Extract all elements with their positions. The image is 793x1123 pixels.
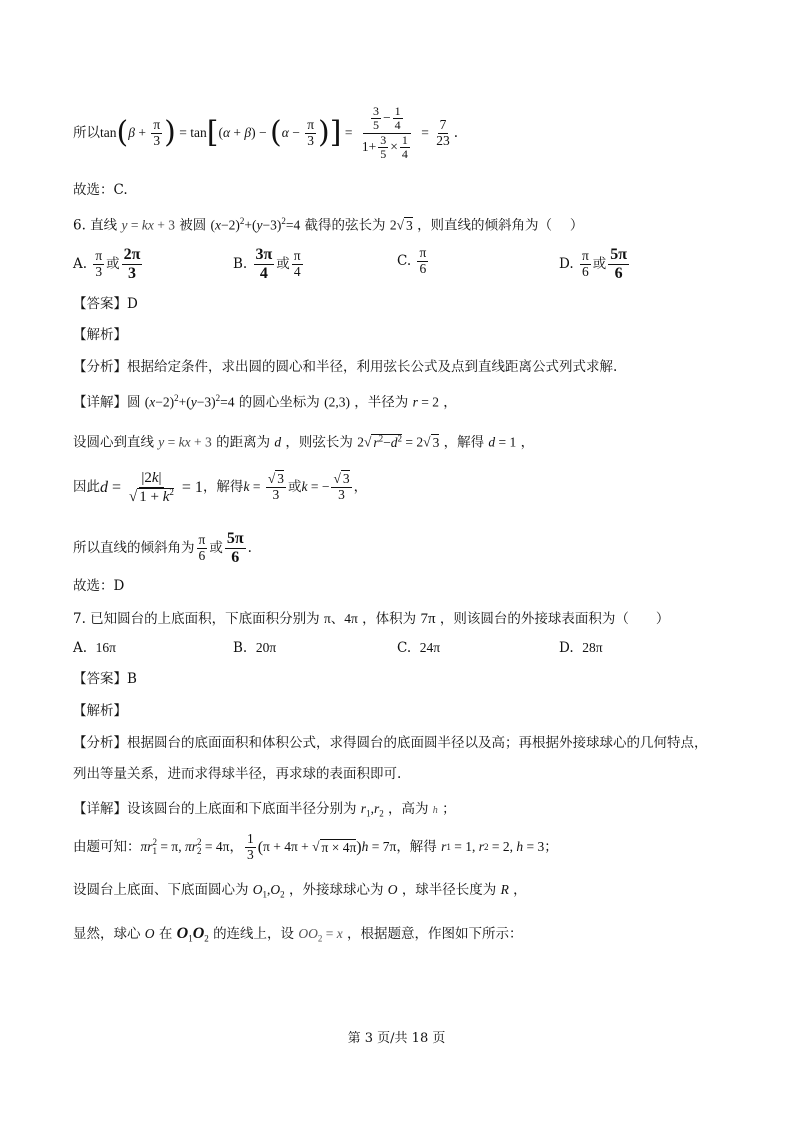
q7-option-b[interactable]: B. 20π (233, 640, 277, 656)
page-footer: 第 3 页/共 18 页 (347, 1031, 446, 1046)
q7-option-d[interactable]: D. 28π (559, 640, 603, 656)
q7-option-a[interactable]: A. 16π (73, 640, 116, 656)
q7-xiangjie-4: 显然，球心 O 在 $O_1O_2$ 的连线上，设 $OO_2 = x$ ，根据题意，作图如下所示： (73, 925, 523, 944)
q6-option-c[interactable]: C. $\frac{\pi}{6}$ (397, 245, 427, 276)
q6-xiangjie-3: 因此 d = $\frac{|2k|}{√ 1 + k^2}$ = 1 ，解得 k = $\frac{√ 3}{3}$ 或 k = − $\frac{√ 3}{3}$ ， (73, 470, 368, 505)
q6-answer: 【答案】D (73, 296, 138, 312)
q6-option-b[interactable]: B. $\frac{3\pi}{4}$ 或 $\frac{\pi}{4}$ (233, 246, 301, 282)
formula-tan: tan (100, 124, 117, 140)
q6-choose: 故选：D (73, 578, 125, 594)
q6-xiangjie-2: 设圆心到直线 y = kx + 3 的距离为 d ，则弦长为 2√ $r^2-d^2 = 2√$ 3 ，解得 d = 1 ， (73, 433, 535, 451)
result-fraction: $\frac{7}{23}$ (436, 116, 450, 148)
q6-fenxi: 【分析】根据给定条件，求出圆的圆心和半径，利用弦长公式及点到直线距离公式列式求解. (73, 359, 618, 375)
q7-stem: 7. 已知圆台的上底面积，下底面积分别为 π、4π ，体积为 7π ，则该圆台的外接球表面积为（ ） (73, 611, 670, 627)
choose-c: 故选：C. (73, 182, 128, 198)
q6-options (73, 246, 773, 286)
q7-fenxi-1: 【分析】根据圆台的底面面积和体积公式，求得圆台的底面圆半径以及高；再根据外接球球心的几何特点， (73, 735, 708, 751)
q6-xiangjie-1: 【详解】圆 $(x-2)^2+(y-3)^2=4$ 的圆心坐标为 (2,3) ，半径为 r = 2 ， (73, 393, 457, 411)
q7-option-c[interactable]: C. 24π (397, 640, 441, 656)
q7-options (73, 640, 773, 660)
q7-xiangjie-2: 由题可知： πr 2 1 = π, πr 2 2 = 4π ， $\frac{1}{3}$ ( π + 4π + √ π × 4π ) h = 7π ，解得 r 1 = 1, r 2 = 2, h = 3 ； (73, 831, 558, 862)
q6-analysis-head: 【解析】 (73, 327, 127, 343)
q6-option-d[interactable]: D. $\frac{\pi}{6}$ 或 $\frac{5\pi}{6}$ (559, 246, 628, 282)
line-prefix: 所以 (73, 124, 100, 141)
q6-option-a[interactable]: A. $\frac{\pi}{3}$ 或 $\frac{2\pi}{3}$ (73, 246, 141, 282)
q7-xiangjie-3: 设圆台上底面、下底面圆心为 $O_1,O_2$ ，外接球球心为 O ，球半径长度为 R ， (73, 882, 527, 900)
q6-stem: 6. 直线 y = kx + 3 被圆 $(x-2)^2+(y-3)^2=4$ 截得的弦长为 2√ 3 ，则直线的倾斜角为（ ） (73, 216, 584, 234)
q6-xiangjie-4: 所以直线的倾斜角为 $\frac{\pi}{6}$ 或 $\frac{5\pi}{6}$ . (73, 530, 252, 566)
q7-fenxi-2: 列出等量关系，进而求得球半径，再求球的表面积即可. (73, 766, 402, 782)
q7-xiangjie-1: 【详解】设该圆台的上底面和下底面半径分别为 $r_1,r_2$ ，高为 h ； (73, 801, 456, 819)
q7-analysis-head: 【解析】 (73, 703, 127, 719)
fraction-pi-3: $\frac{\pi}{3}$ (153, 116, 161, 148)
q7-answer: 【答案】B (73, 671, 137, 687)
tan-formula-line: 所以 tan ( β + $\frac{\pi}{3}$ ) = tan [ ( α + β ) − ( α − $\frac{\pi}{3}$ ) ] = $\frac{3}{5}$ − $\frac{1}{4}$ 1+ $\frac{3}{5}$ × $\frac{1}{4}$ = $\frac{7}{23}$ . (73, 104, 459, 161)
big-fraction: $\frac{3}{5}$ − $\frac{1}{4}$ 1+ $\frac{3}{5}$ × $\frac{1}{4}$ (358, 105, 416, 161)
